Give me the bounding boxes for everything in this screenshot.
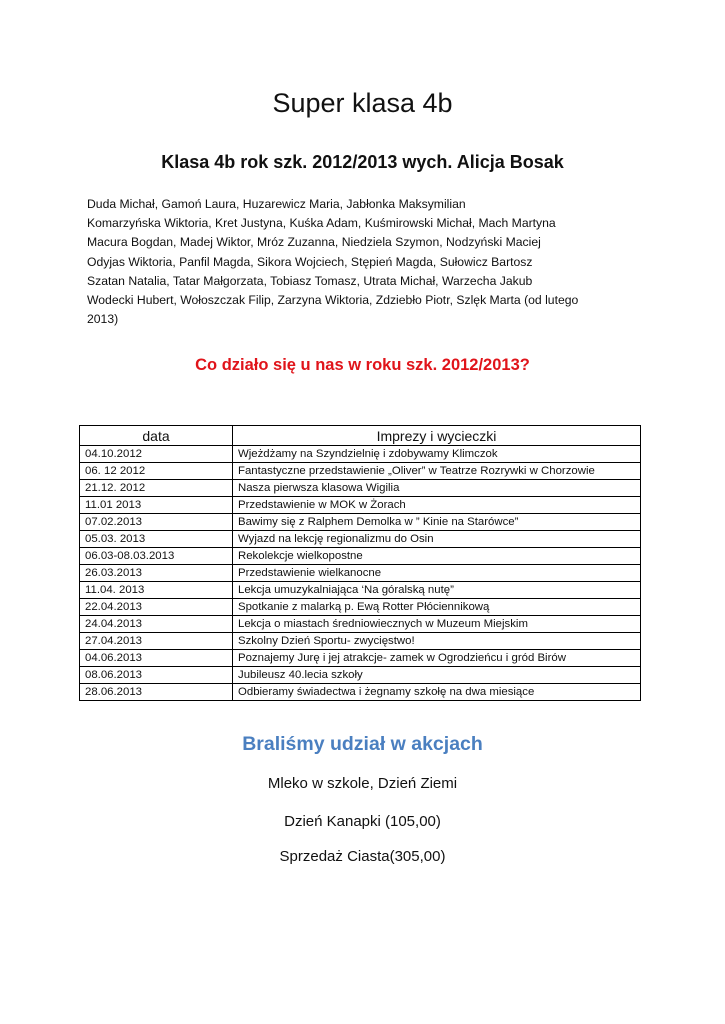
table-body: [80, 446, 641, 701]
event-description-cell: Lekcja umuzykalniająca ‘Na góralską nutę”: [233, 582, 641, 599]
event-date-cell: 27.04.2013: [80, 633, 233, 650]
class-subtitle: Klasa 4b rok szk. 2012/2013 wych. Alicja Bosak: [161, 152, 564, 172]
table-row: [80, 667, 641, 684]
student-list: [87, 195, 647, 329]
event-date-cell: 24.04.2013: [80, 616, 233, 633]
event-date-cell: 08.06.2013: [80, 667, 233, 684]
events-table: [79, 425, 641, 701]
event-date-cell: 05.03. 2013: [80, 531, 233, 548]
table-row: [80, 684, 641, 701]
event-date-cell: 04.10.2012: [80, 446, 233, 463]
table-row: [80, 480, 641, 497]
page-title: Super klasa 4b: [272, 88, 453, 118]
table-row: [80, 616, 641, 633]
table-row: [80, 565, 641, 582]
event-date-cell: 04.06.2013: [80, 650, 233, 667]
student-list-line: Macura Bogdan, Madej Wiktor, Mróz Zuzanna, Niedziela Szymon, Nodzyński Maciej: [87, 235, 541, 250]
student-list-line: Odyjas Wiktoria, Panfil Magda, Sikora Wojciech, Stępień Magda, Sułowicz Bartosz: [87, 254, 533, 269]
table-row: [80, 514, 641, 531]
column-header-date: data: [80, 426, 233, 446]
event-date-cell: 26.03.2013: [80, 565, 233, 582]
event-description-cell: Spotkanie z malarką p. Ewą Rotter Płóciennikową: [233, 599, 641, 616]
table-row: [80, 599, 641, 616]
event-description-cell: Nasza pierwsza klasowa Wigilia: [233, 480, 641, 497]
actions-section-title: Braliśmy udział w akcjach: [242, 733, 483, 755]
event-description-cell: Fantastyczne przedstawienie „Oliver” w Teatrze Rozrywki w Chorzowie: [233, 463, 641, 480]
event-date-cell: 28.06.2013: [80, 684, 233, 701]
event-description-cell: Odbieramy świadectwa i żegnamy szkołę na dwa miesiące: [233, 684, 641, 701]
event-description-cell: Przedstawienie wielkanocne: [233, 565, 641, 582]
action-item: Sprzedaż Ciasta(305,00): [279, 848, 446, 865]
event-date-cell: 11.01 2013: [80, 497, 233, 514]
event-date-cell: 21.12. 2012: [80, 480, 233, 497]
event-description-cell: Lekcja o miastach średniowiecznych w Muzeum Miejskim: [233, 616, 641, 633]
event-description-cell: Szkolny Dzień Sportu- zwycięstwo!: [233, 633, 641, 650]
student-list-line: 2013): [87, 312, 119, 327]
action-item: Mleko w szkole, Dzień Ziemi: [267, 775, 458, 792]
student-list-line: Komarzyńska Wiktoria, Kret Justyna, Kuśka Adam, Kuśmirowski Michał, Mach Martyna: [87, 216, 556, 231]
event-description-cell: Jubileusz 40.lecia szkoły: [233, 667, 641, 684]
table-row: [80, 531, 641, 548]
event-description-cell: Rekolekcje wielkopostne: [233, 548, 641, 565]
table-row: [80, 548, 641, 565]
event-description-cell: Poznajemy Jurę i jej atrakcje- zamek w Ogrodzieńcu i gród Birów: [233, 650, 641, 667]
event-description-cell: Wyjazd na lekcję regionalizmu do Osin: [233, 531, 641, 548]
student-list-line: Szatan Natalia, Tatar Małgorzata, Tobiasz Tomasz, Utrata Michał, Warzecha Jakub: [87, 273, 533, 288]
table-row: [80, 650, 641, 667]
event-description-cell: Bawimy się z Ralphem Demolka w ” Kinie na Starówce”: [233, 514, 641, 531]
table-header-row: [80, 426, 641, 446]
events-section-title: Co działo się u nas w roku szk. 2012/2013?: [195, 356, 530, 374]
event-date-cell: 06. 12 2012: [80, 463, 233, 480]
event-date-cell: 07.02.2013: [80, 514, 233, 531]
event-date-cell: 11.04. 2013: [80, 582, 233, 599]
column-header-events: Imprezy i wycieczki: [233, 426, 641, 446]
event-description-cell: Wjeżdżamy na Szyndzielnię i zdobywamy Klimczok: [233, 446, 641, 463]
event-description-cell: Przedstawienie w MOK w Żorach: [233, 497, 641, 514]
student-list-line: Duda Michał, Gamoń Laura, Huzarewicz Maria, Jabłonka Maksymilian: [87, 197, 466, 211]
student-list-line: Wodecki Hubert, Wołoszczak Filip, Zarzyna Wiktoria, Zdziebło Piotr, Szlęk Marta (od lutego: [87, 293, 579, 308]
table-row: [80, 446, 641, 463]
table-row: [80, 463, 641, 480]
action-item: Dzień Kanapki (105,00): [284, 813, 441, 830]
table-row: [80, 582, 641, 599]
event-date-cell: 06.03-08.03.2013: [80, 548, 233, 565]
event-date-cell: 22.04.2013: [80, 599, 233, 616]
table-row: [80, 497, 641, 514]
table-row: [80, 633, 641, 650]
